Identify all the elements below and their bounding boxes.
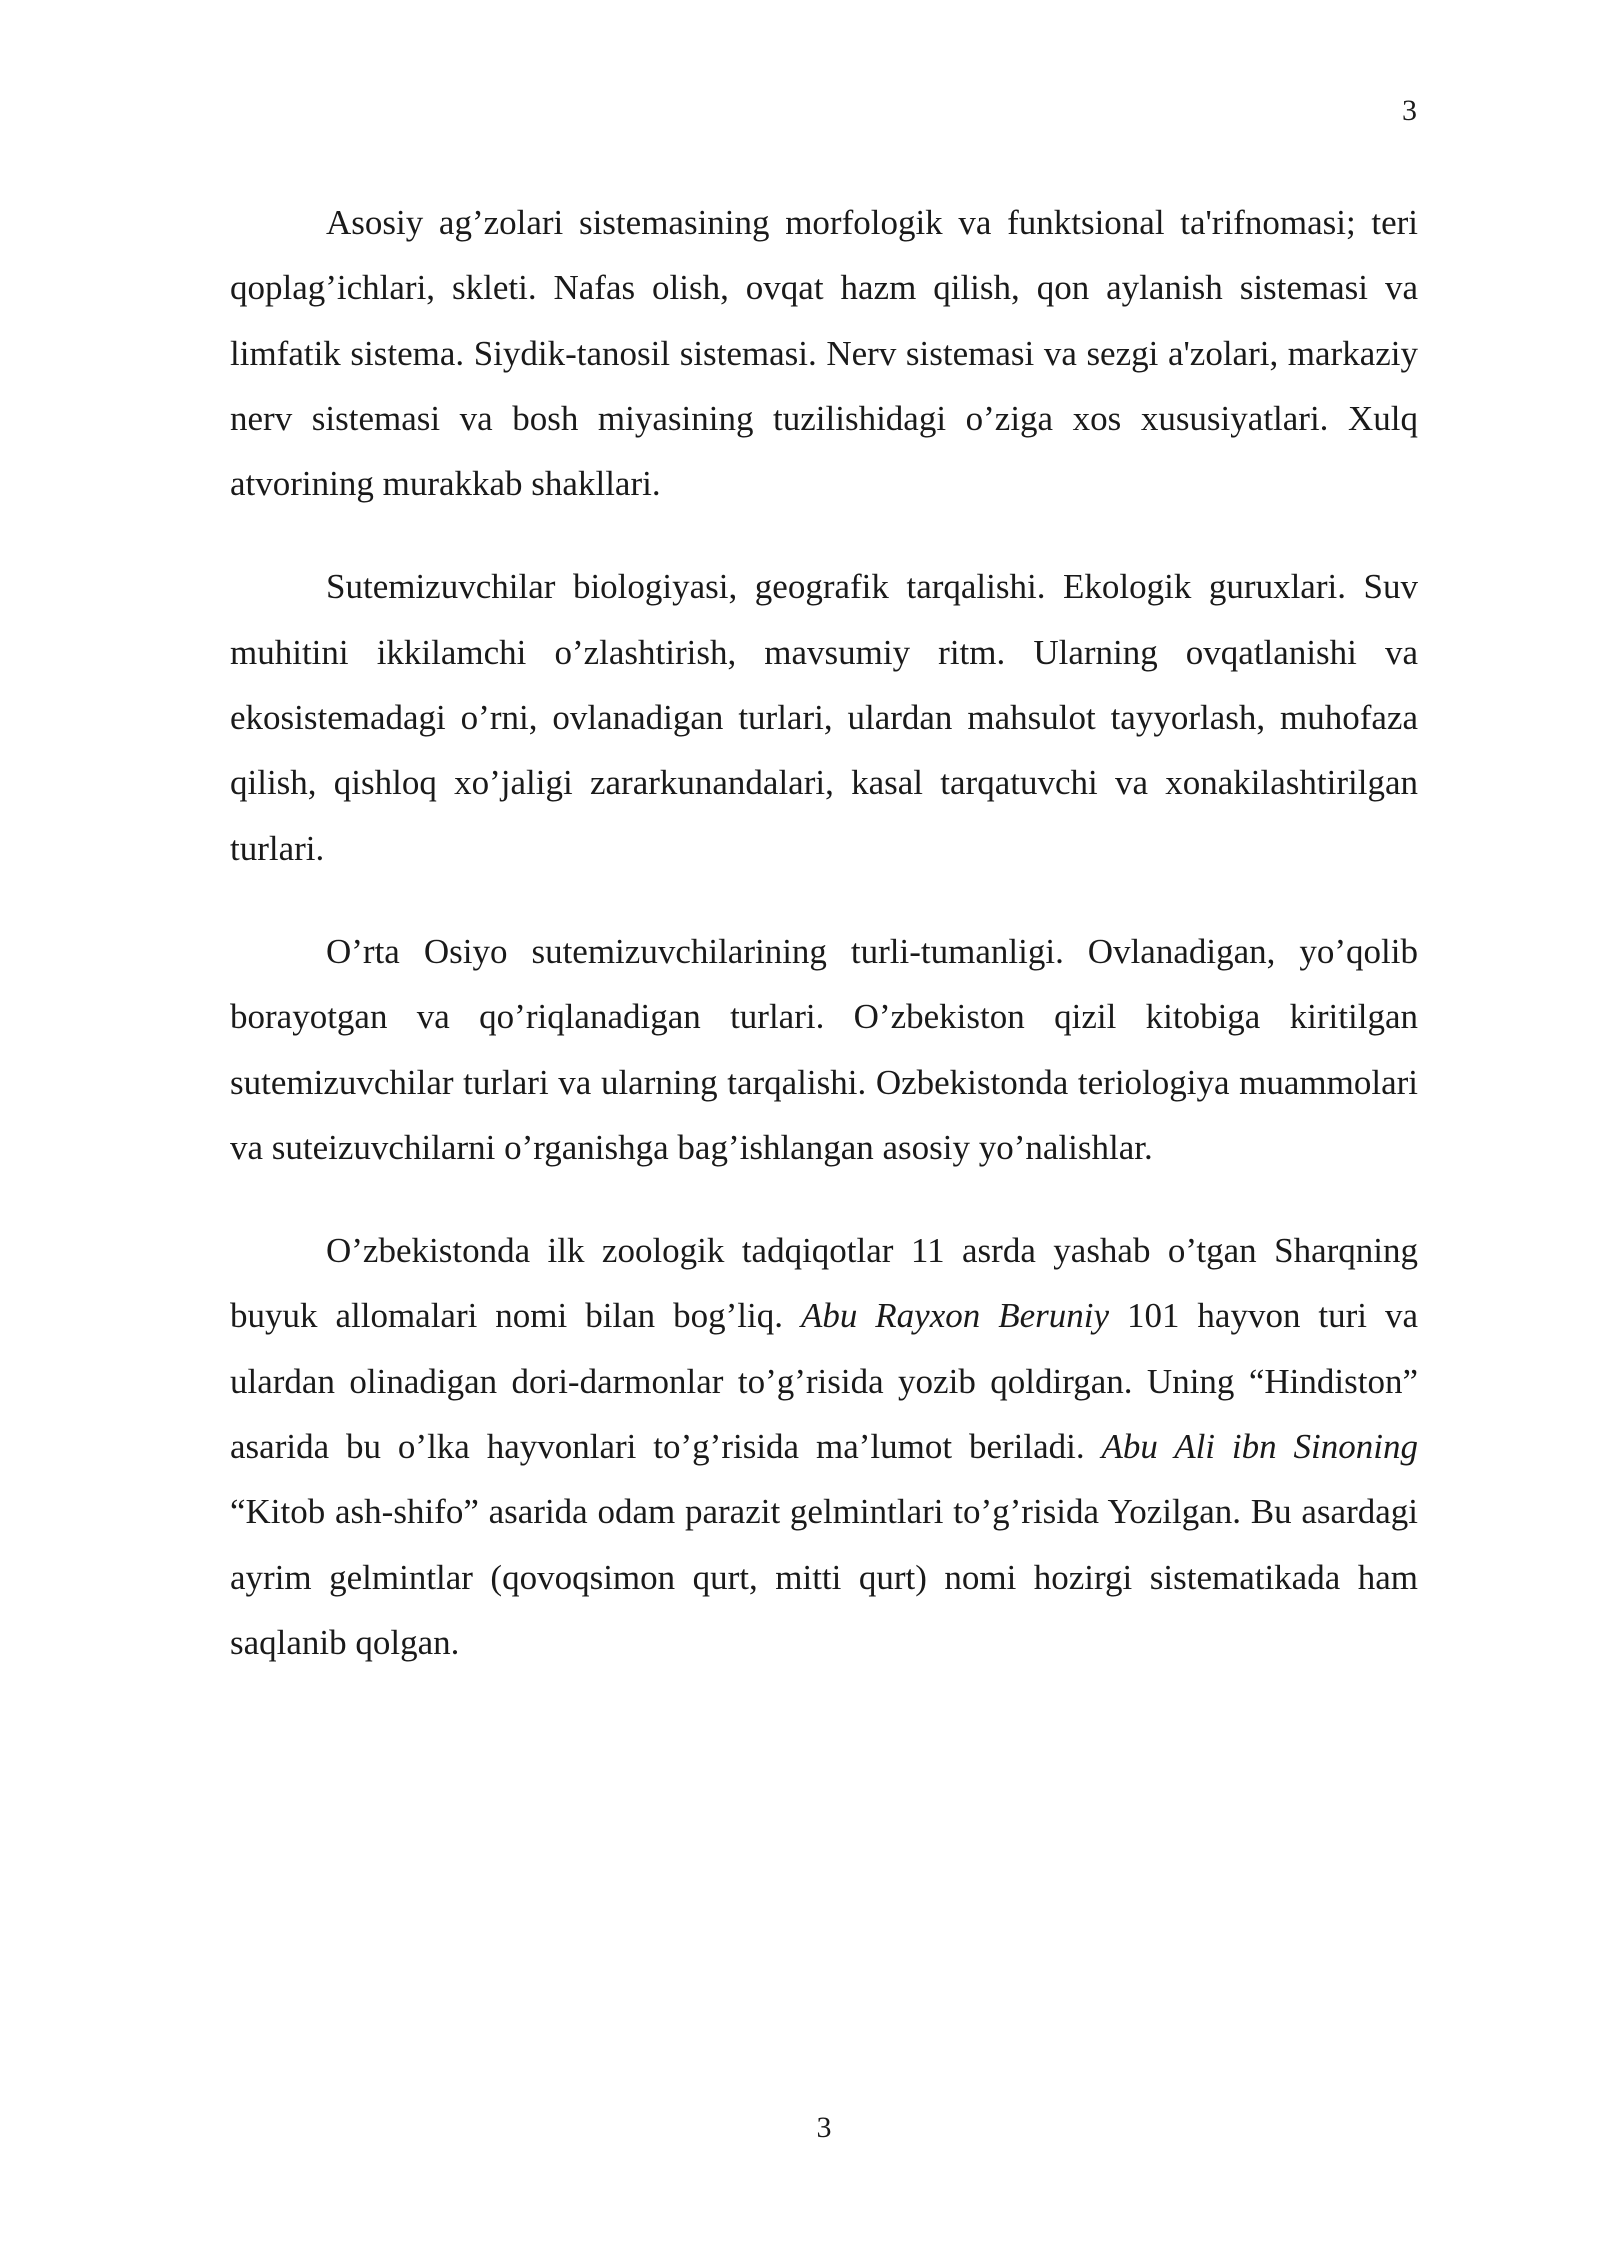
paragraph-history <box>230 1218 1418 1675</box>
paragraph-biology: Sutemizuvchilar biologiyasi, geografik tarqalishi. Ekologik guruxlari. Suv muhitini ikkilamchi o’zlashtirish, mavsumiy ritm. Ularning ovqatlanishi va ekosistemadagi o’rni, ovlanadigan turlari, ulardan mahsulot tayyorlash, muhofaza qilish, qishloq xo’jaligi zararkunandalari, kasal tarqatuvchi va xonakilashtirilgan turlari. <box>230 567 1418 868</box>
author-name-beruniy: Abu Rayxon Beruniy <box>800 1296 1109 1336</box>
author-name-ibn-sino: Abu Ali ibn Sinoning <box>1101 1427 1419 1467</box>
history-text-part-3: “Kitob ash-shifo” asarida odam parazit gelmintlari to’g’risida Yozilgan. Bu asardagi ayrim gelmintlar (qovoqsimon qurt, mitti qurt) nomi hozirgi sistematikada ham saqlanib qolgan. <box>230 1492 1418 1662</box>
footer-page-number: 3 <box>816 2111 832 2144</box>
paragraph-anatomy: Asosiy ag’zolari sistemasining morfologik va funktsional ta'rifnomasi; teri qoplag’ichlari, skleti. Nafas olish, ovqat hazm qilish, qon aylanish sistemasi va limfatik sistema. Siydik-tanosil sistemasi. Nerv sistemasi va sezgi a'zolari, markaziy nerv sistemasi va bosh miyasining tuzilishidagi o’ziga xos xususiyatlari. Xulq atvorining murakkab shakllari. <box>230 203 1418 504</box>
header-page-number: 3 <box>1402 94 1417 127</box>
document-body <box>230 190 1418 1713</box>
paragraph-central-asia: O’rta Osiyo sutemizuvchilarining turli-tumanligi. Ovlanadigan, yo’qolib borayotgan va qo’riqlanadigan turlari. O’zbekiston qizil kitobiga kiritilgan sutemizuvchilar turlari va ularning tarqalishi. Ozbekistonda teriologiya muammolari va suteizuvchilarni o’rganishga bag’ishlangan asosiy yo’nalishlar. <box>230 931 1418 1167</box>
history-text-part-1: O’zbekistonda ilk zoologik tadqiqotlar 11 asrda yashab o’tgan Sharqning buyuk allomalari nomi bilan bog’liq. <box>230 1231 1418 1336</box>
history-text-part-2: 101 hayvon turi va ulardan olinadigan dori-darmonlar to’g’risida yozib qoldirgan. Uning “Hindiston” asarida bu o’lka hayvonlari to’g’risida ma’lumot beriladi. <box>230 1296 1418 1467</box>
